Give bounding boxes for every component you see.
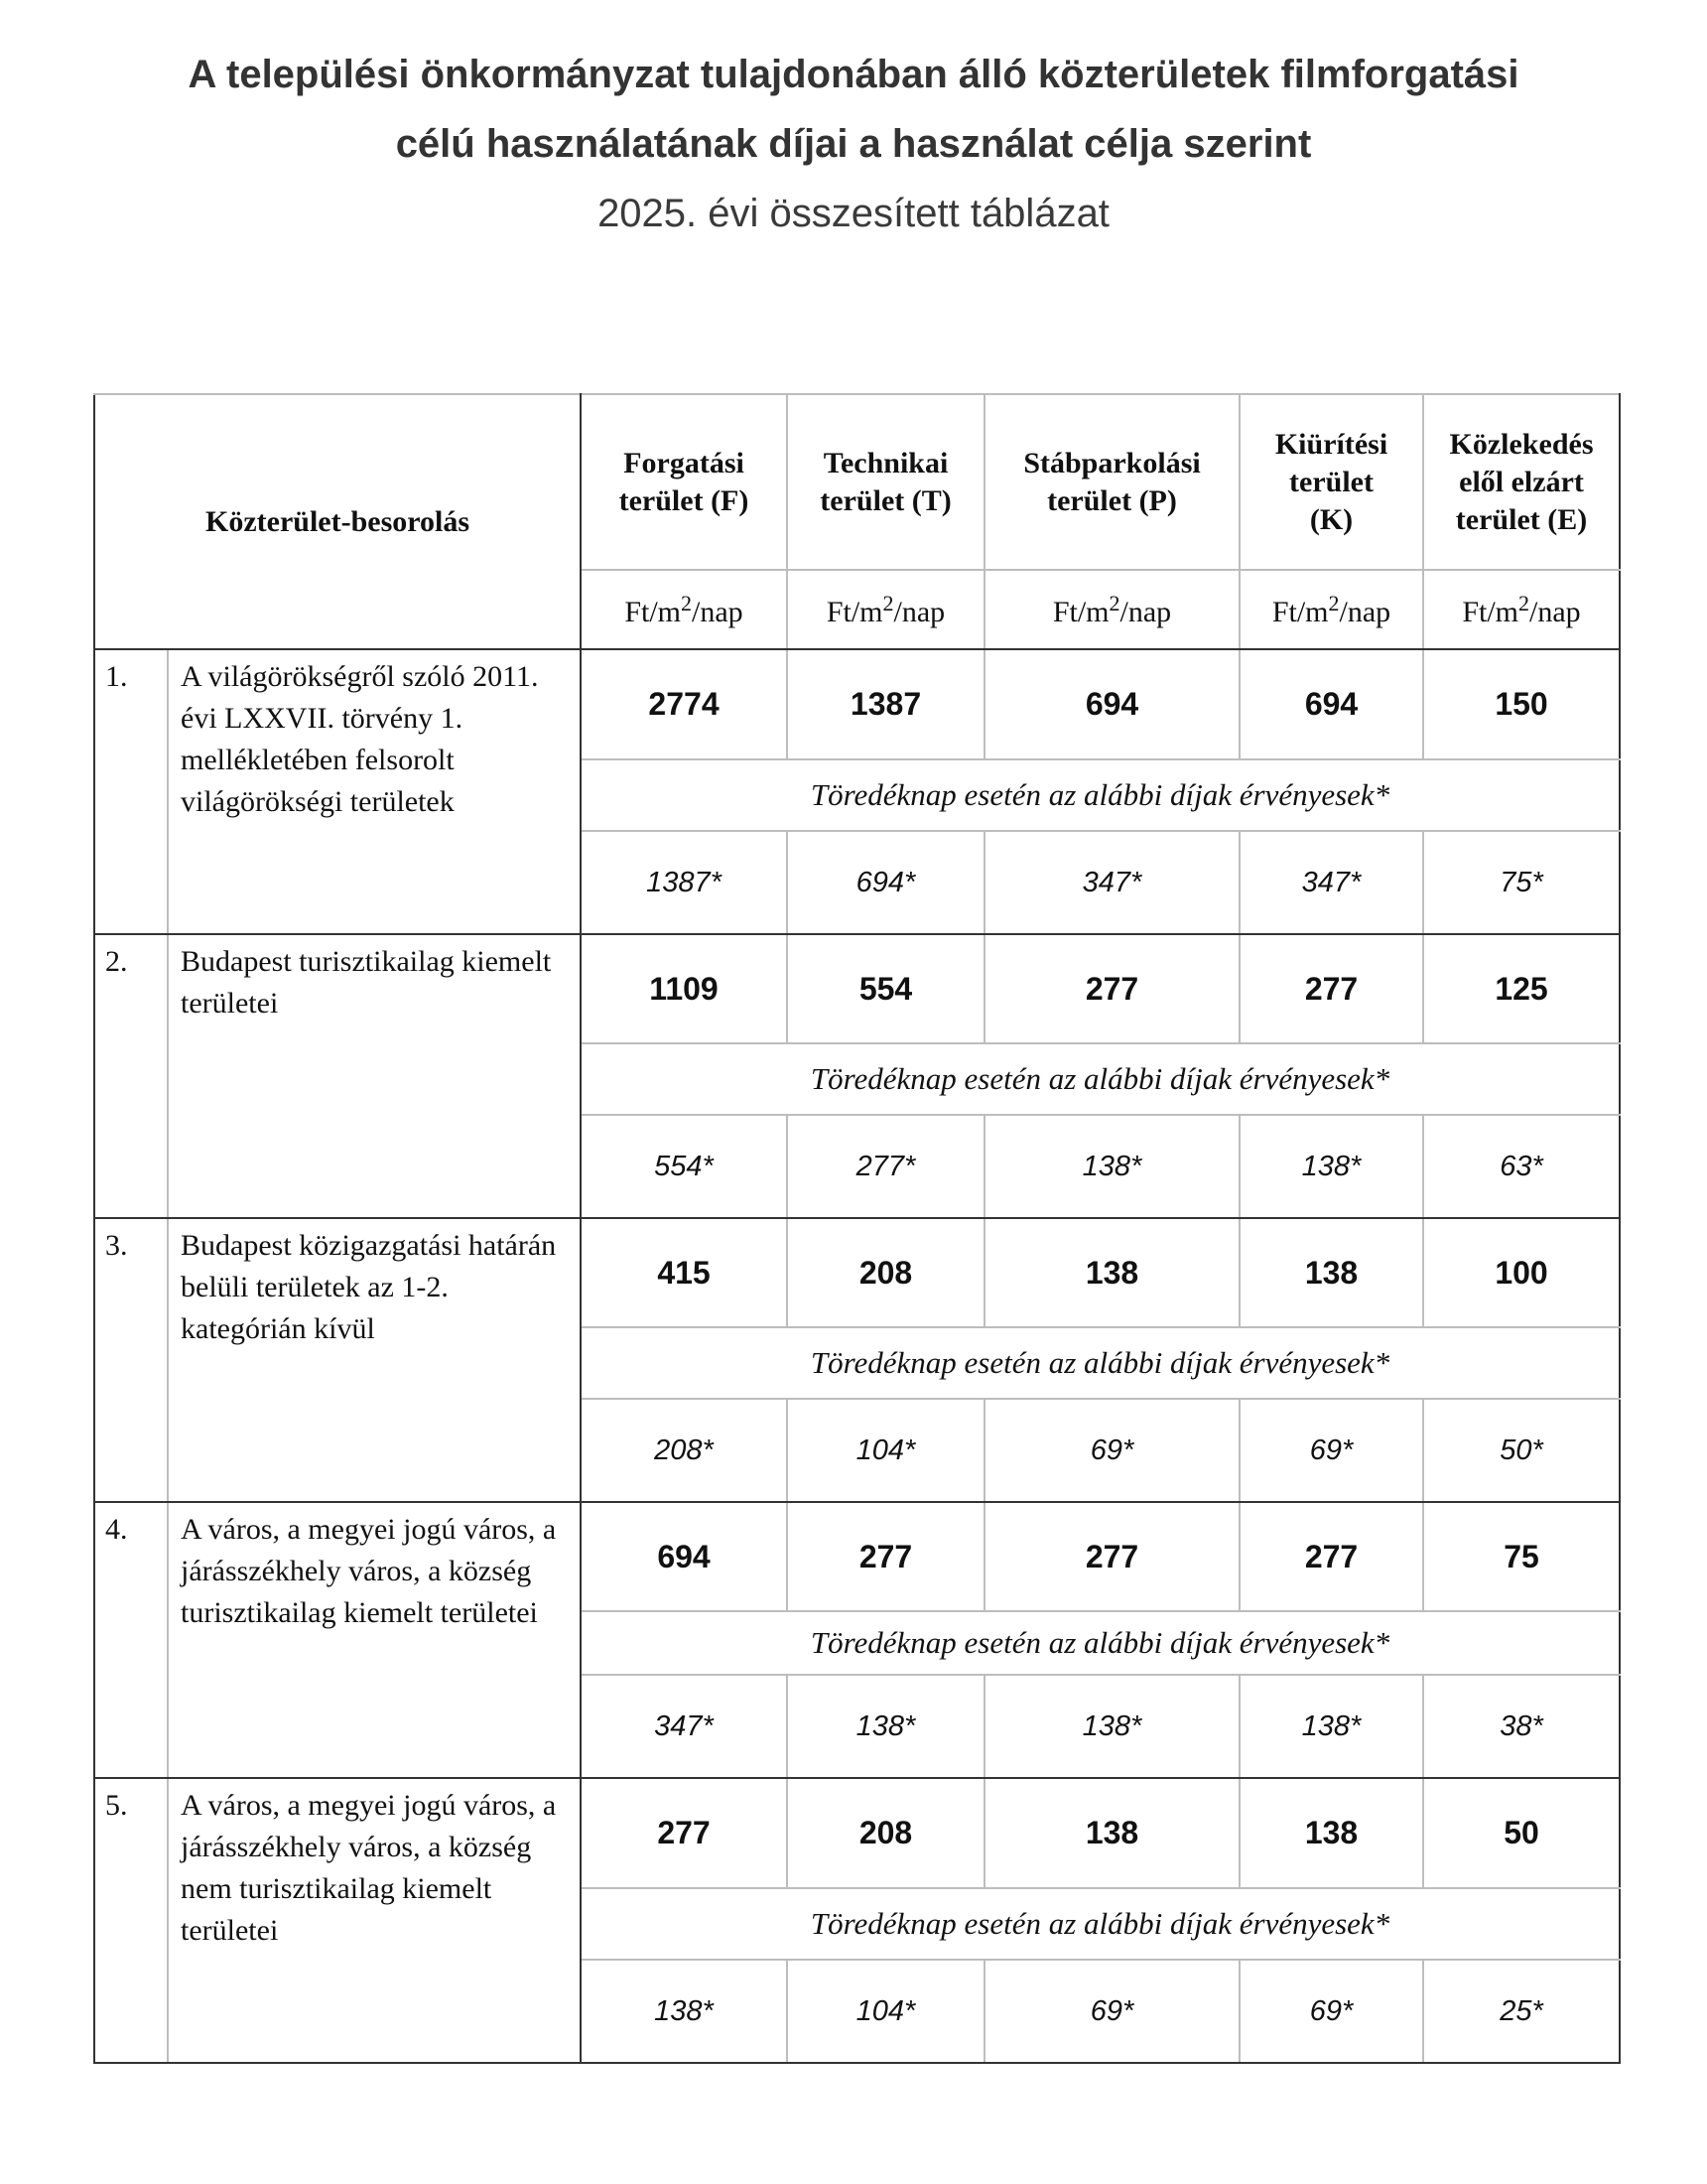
row-number: 3.: [94, 1218, 168, 1502]
document-title: [0, 40, 1707, 248]
row-description: A város, a megyei jogú város, a járásszékhely város, a község nem turisztikailag kiemelt területei: [168, 1778, 581, 2063]
fractional-fee-value: 208*: [581, 1399, 787, 1502]
fractional-fee-value: 138*: [985, 1115, 1240, 1218]
category-row: [94, 649, 1620, 759]
fee-value: 554: [787, 934, 985, 1043]
fractional-fee-value: 347*: [985, 831, 1240, 934]
fractional-fee-value: 69*: [985, 1399, 1240, 1502]
fractional-day-note: Töredéknap esetén az alábbi díjak érvényesek*: [581, 1611, 1620, 1675]
row-description: A világörökségről szóló 2011. évi LXXVII. törvény 1. mellékletében felsorolt világörökségi területek: [168, 649, 581, 934]
fee-value: 694: [581, 1502, 787, 1611]
fee-value: 208: [787, 1218, 985, 1327]
unit-label: $Ft/m^2$/nap: [1240, 570, 1423, 649]
unit-label: $Ft/m^2$/nap: [787, 570, 985, 649]
fractional-fee-value: 277*: [787, 1115, 985, 1218]
row-description: Budapest turisztikailag kiemelt területei: [168, 934, 581, 1218]
category-row: [94, 1778, 1620, 1888]
fractional-fee-value: 554*: [581, 1115, 787, 1218]
fee-value: 50: [1423, 1778, 1620, 1888]
category-header: Közterület-besorolás: [94, 394, 581, 649]
fee-value: 1109: [581, 934, 787, 1043]
fee-value: 208: [787, 1778, 985, 1888]
fee-table: [93, 393, 1621, 2064]
title-line-1: A települési önkormányzat tulajdonában álló közterületek filmforgatási: [188, 53, 1519, 96]
row-description: Budapest közigazgatási határán belüli területek az 1-2. kategórián kívül: [168, 1218, 581, 1502]
fractional-fee-value: 69*: [1240, 1960, 1423, 2063]
fractional-fee-value: 104*: [787, 1960, 985, 2063]
fractional-fee-value: 50*: [1423, 1399, 1620, 1502]
category-row: [94, 934, 1620, 1043]
column-header-forgatasi: Forgatási terület (F): [581, 394, 787, 570]
fee-value: 138: [1240, 1218, 1423, 1327]
fractional-fee-value: 347*: [1240, 831, 1423, 934]
fee-value: 694: [985, 649, 1240, 759]
subtitle: 2025. évi összesített táblázat: [597, 192, 1110, 235]
fee-value: 415: [581, 1218, 787, 1327]
fractional-day-note: Töredéknap esetén az alábbi díjak érvényesek*: [581, 1327, 1620, 1399]
fee-value: 277: [787, 1502, 985, 1611]
fee-value: 277: [1240, 1502, 1423, 1611]
column-header-stabparkolasi: Stábparkolási terület (P): [985, 394, 1240, 570]
row-number: 4.: [94, 1502, 168, 1778]
fractional-fee-value: 347*: [581, 1675, 787, 1778]
fee-value: 277: [581, 1778, 787, 1888]
fee-value: 125: [1423, 934, 1620, 1043]
fractional-fee-value: 1387*: [581, 831, 787, 934]
fractional-day-note: Töredéknap esetén az alábbi díjak érvényesek*: [581, 759, 1620, 831]
fee-value: 75: [1423, 1502, 1620, 1611]
fractional-day-note: Töredéknap esetén az alábbi díjak érvényesek*: [581, 1888, 1620, 1960]
fractional-fee-value: 69*: [1240, 1399, 1423, 1502]
fee-value: 277: [1240, 934, 1423, 1043]
fee-value: 277: [985, 1502, 1240, 1611]
fractional-fee-value: 69*: [985, 1960, 1240, 2063]
fee-value: 150: [1423, 649, 1620, 759]
fee-value: 138: [985, 1778, 1240, 1888]
fee-value: 694: [1240, 649, 1423, 759]
fractional-fee-value: 138*: [581, 1960, 787, 2063]
fee-value: 2774: [581, 649, 787, 759]
unit-label: $Ft/m^2$/nap: [581, 570, 787, 649]
column-header-kiuritesi: Kiürítési terület (K): [1240, 394, 1423, 570]
unit-label: $Ft/m^2$/nap: [985, 570, 1240, 649]
fractional-fee-value: 63*: [1423, 1115, 1620, 1218]
column-header-technikai: Technikai terület (T): [787, 394, 985, 570]
fractional-fee-value: 38*: [1423, 1675, 1620, 1778]
column-header-kozlekedes: Közlekedés elől elzárt terület (E): [1423, 394, 1620, 570]
category-row: [94, 1218, 1620, 1327]
fractional-fee-value: 138*: [1240, 1675, 1423, 1778]
category-row: [94, 1502, 1620, 1611]
fee-value: 100: [1423, 1218, 1620, 1327]
fractional-fee-value: 138*: [985, 1675, 1240, 1778]
row-number: 1.: [94, 649, 168, 934]
fractional-fee-value: 75*: [1423, 831, 1620, 934]
fractional-fee-value: 138*: [1240, 1115, 1423, 1218]
fractional-day-note: Töredéknap esetén az alábbi díjak érvényesek*: [581, 1043, 1620, 1115]
fee-value: 277: [985, 934, 1240, 1043]
row-description: A város, a megyei jogú város, a járásszékhely város, a község turisztikailag kiemelt területei: [168, 1502, 581, 1778]
fee-value: 138: [1240, 1778, 1423, 1888]
fractional-fee-value: 104*: [787, 1399, 985, 1502]
fractional-fee-value: 694*: [787, 831, 985, 934]
fee-value: 1387: [787, 649, 985, 759]
row-number: 2.: [94, 934, 168, 1218]
fractional-fee-value: 138*: [787, 1675, 985, 1778]
row-number: 5.: [94, 1778, 168, 2063]
fractional-fee-value: 25*: [1423, 1960, 1620, 2063]
unit-label: $Ft/m^2$/nap: [1423, 570, 1620, 649]
title-line-2: célú használatának díjai a használat célja szerint: [395, 122, 1312, 166]
fee-value: 138: [985, 1218, 1240, 1327]
